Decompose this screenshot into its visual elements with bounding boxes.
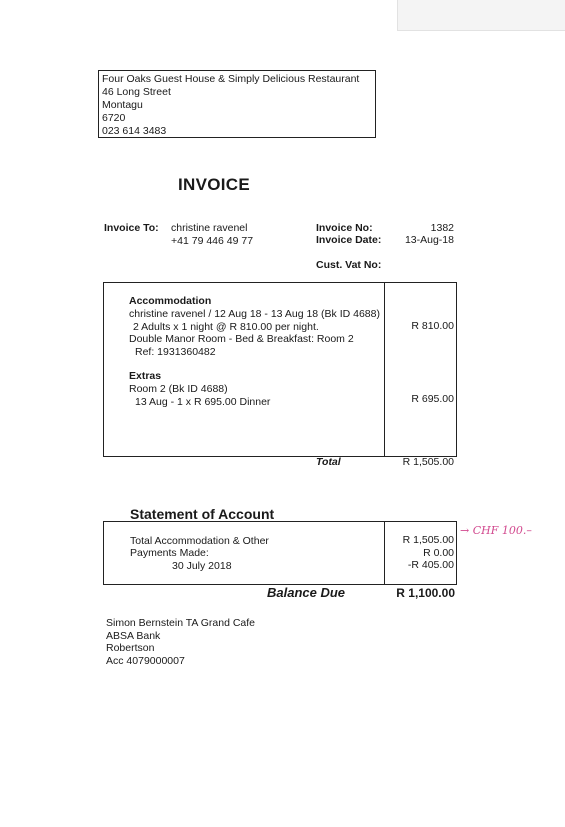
statement-heading: Statement of Account — [130, 506, 275, 522]
invoice-to-label: Invoice To: — [104, 222, 159, 234]
statement-amount: -R 405.00 — [407, 559, 454, 571]
customer-phone: +41 79 446 49 77 — [171, 235, 254, 247]
bank-line: Acc 4079000007 — [106, 654, 185, 667]
extras-lines — [129, 383, 270, 408]
extras-amount: R 695.00 — [411, 393, 454, 405]
invoice-number: 1382 — [430, 222, 454, 234]
business-street: 46 Long Street — [102, 86, 171, 98]
statement-amount: R 1,505.00 — [402, 534, 454, 546]
total-value: R 1,505.00 — [402, 456, 454, 468]
accommodation-line: Double Manor Room - Bed & Breakfast: Room 2 — [129, 333, 354, 345]
accommodation-line: christine ravenel / 12 Aug 18 - 13 Aug 18 (Bk ID 4688) — [129, 308, 380, 320]
business-town: Montagu — [102, 99, 143, 111]
bank-line: Simon Bernstein TA Grand Cafe — [106, 617, 256, 629]
balance-due-value: R 1,100.00 — [396, 586, 455, 600]
extras-line: Room 2 (Bk ID 4688) — [129, 383, 228, 395]
amount-column-divider — [384, 283, 385, 456]
balance-due-label: Balance Due — [267, 585, 346, 600]
statement-line: Total Accommodation & Other — [130, 535, 269, 547]
accommodation-amount: R 810.00 — [411, 320, 454, 332]
customer-name: christine ravenel — [171, 222, 248, 234]
statement-line: 30 July 2018 — [172, 560, 232, 572]
accommodation-line: Ref: 1931360482 — [135, 345, 216, 358]
business-name: Four Oaks Guest House & Simply Delicious Restaurant — [102, 73, 360, 85]
business-postal-code: 6720 — [102, 112, 126, 124]
accommodation-heading: Accommodation — [129, 295, 212, 307]
invoice-date-label: Invoice Date: — [316, 234, 382, 246]
sticky-note — [397, 0, 565, 31]
extras-line: 13 Aug - 1 x R 695.00 Dinner — [135, 395, 271, 408]
invoice-number-label: Invoice No: — [316, 222, 373, 234]
handwritten-note: → CHF 100.– — [460, 524, 532, 537]
invoice-date: 13-Aug-18 — [404, 234, 454, 246]
business-phone: 023 614 3483 — [102, 125, 167, 137]
business-address-box — [98, 70, 376, 138]
bank-line: Robertson — [106, 642, 155, 654]
bank-line: ABSA Bank — [106, 629, 161, 642]
accommodation-lines — [129, 308, 380, 358]
statement-line: Payments Made: — [130, 547, 209, 559]
bank-details — [106, 617, 255, 667]
vat-number-label: Cust. Vat No: — [316, 259, 382, 271]
accommodation-line: 2 Adults x 1 night @ R 810.00 per night. — [133, 320, 319, 333]
extras-heading: Extras — [129, 370, 162, 382]
total-label: Total — [316, 456, 341, 468]
invoice-title: INVOICE — [178, 175, 251, 194]
statement-amount: R 0.00 — [423, 547, 454, 559]
